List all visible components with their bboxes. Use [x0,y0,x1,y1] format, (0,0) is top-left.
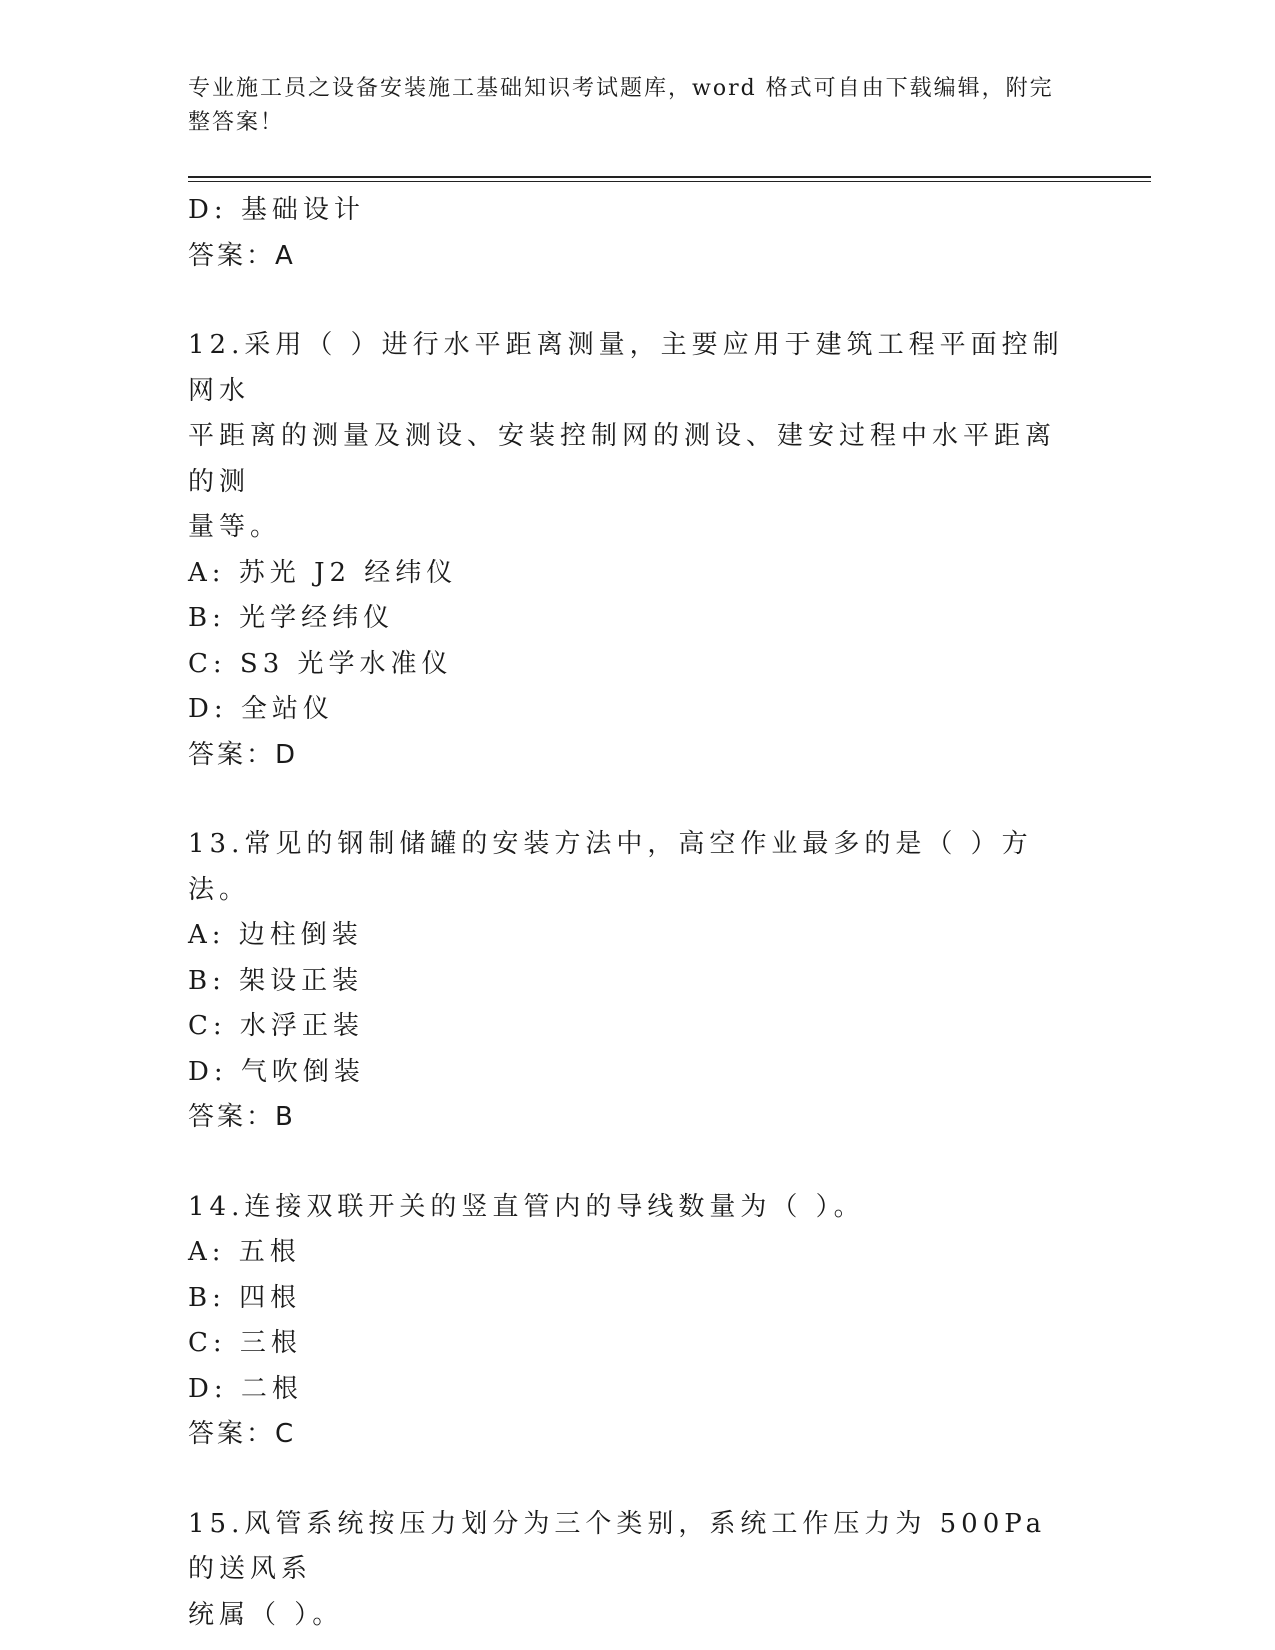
option-b: B: 架设正装 [188,965,364,996]
question-list [188,188,1068,1638]
header-line-2: 整答案！ [188,110,285,135]
answer-line: 答案：A [188,240,296,271]
option-d: D: 基础设计 [188,195,365,225]
header-divider-thin [188,181,1151,182]
document-header [188,72,1068,140]
spacer [188,1141,1068,1185]
option-d: D: 二根 [188,1373,303,1404]
answer-line: 答案：D [188,739,299,770]
option-c: C: S3 光学水准仪 [188,648,453,679]
option-d: D: 气吹倒装 [188,1056,365,1087]
question-text-line: 13.常见的钢制储罐的安装方法中，高空作业最多的是（ ）方法。 [188,829,1033,905]
question-text-line: 统属（ ）。 [188,1599,344,1630]
option-a: A: 五根 [188,1237,301,1267]
option-a: A: 边柱倒装 [188,920,363,950]
question-13 [188,822,1068,1141]
answer-line: 答案：B [188,1102,296,1132]
option-d: D: 全站仪 [188,694,334,724]
header-line-1: 专业施工员之设备安装施工基础知识考试题库，word 格式可自由下载编辑，附完 [188,76,1054,101]
option-c: C: 三根 [188,1328,302,1358]
header-divider-thick [188,176,1151,178]
option-b: B: 光学经纬仪 [188,603,395,633]
question-text-line: 12.采用（ ）进行水平距离测量，主要应用于建筑工程平面控制网水 [188,330,1064,406]
spacer [188,279,1068,323]
question-text-line: 量等。 [188,512,282,542]
option-c: C: 水浮正装 [188,1011,364,1041]
question-text-line: 14.连接双联开关的竖直管内的导线数量为（ ）。 [188,1191,865,1222]
question-11-tail [188,188,1068,279]
question-14 [188,1185,1068,1458]
option-a: A: 苏光 J2 经纬仪 [188,557,458,588]
option-b: B: 四根 [188,1282,302,1313]
answer-line: 答案：C [188,1419,297,1449]
spacer [188,1458,1068,1502]
question-15 [188,1502,1068,1639]
question-12 [188,323,1068,778]
question-text-line: 平距离的测量及测设、安装控制网的测设、建安过程中水平距离的测 [188,421,1057,497]
spacer [188,778,1068,822]
question-text-line: 15.风管系统按压力划分为三个类别，系统工作压力为 500Pa 的送风系 [188,1508,1047,1584]
